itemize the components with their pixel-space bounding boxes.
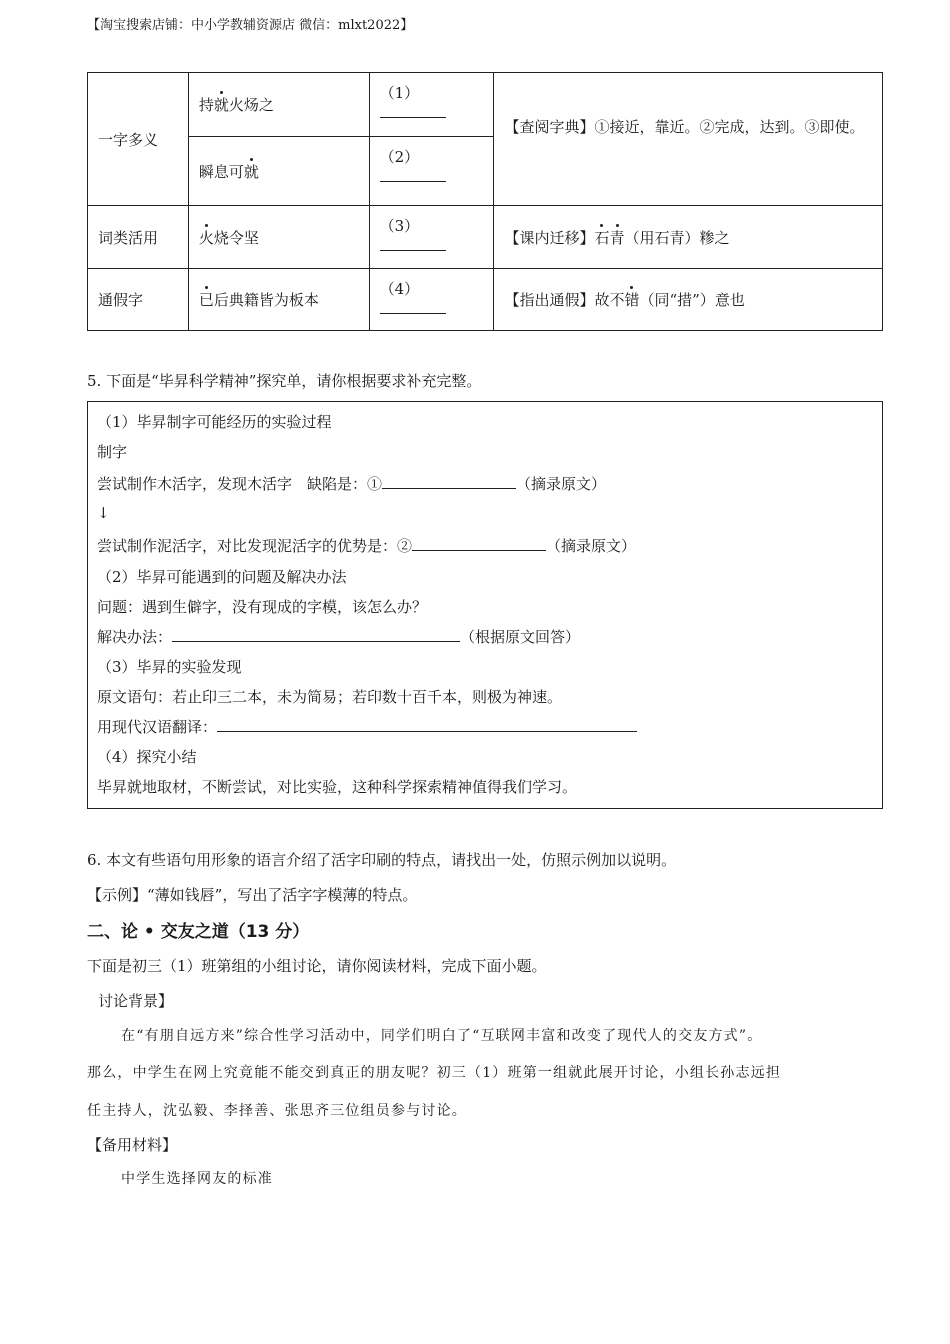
example-cell: 瞬息可就 bbox=[188, 137, 369, 206]
example-cell: 火烧令坚 bbox=[188, 206, 369, 269]
worksheet-line: 解决办法： （根据原文回答） bbox=[97, 628, 581, 646]
worksheet-line: 尝试制作泥活字，对比发现泥活字的优势是：② （摘录原文） bbox=[97, 537, 637, 555]
worksheet-line: 用现代汉语翻译： bbox=[97, 716, 637, 737]
answer-blank-4[interactable]: （4） bbox=[369, 269, 494, 331]
emphasis-dot-char: 已 bbox=[198, 291, 214, 309]
answer-blank[interactable] bbox=[412, 536, 546, 551]
category-cell: 词类活用 bbox=[88, 206, 189, 269]
answer-blank[interactable] bbox=[172, 627, 460, 642]
example-cell: 已后典籍皆为板本 bbox=[188, 269, 369, 331]
material-label: 【备用材料】 bbox=[87, 1136, 178, 1154]
worksheet-line: （3）毕昇的实验发现 bbox=[97, 658, 242, 676]
worksheet-line: 制字 bbox=[97, 443, 128, 461]
hint-cell: 【查阅字典】①接近，靠近。②完成，达到。③即使。 bbox=[494, 73, 883, 206]
emphasis-dot-char: 就 bbox=[243, 162, 259, 181]
hint-cell: 【课内迁移】石青（用石青）糁之 bbox=[494, 206, 883, 269]
question-6-text: 6. 本文有些语句用形象的语言介绍了活字印刷的特点，请找出一处，仿照示例加以说明。 bbox=[87, 851, 677, 869]
category-cell: 一字多义 bbox=[88, 73, 189, 206]
worksheet-line: 毕昇就地取材，不断尝试，对比实验，这种科学探索精神值得我们学习。 bbox=[97, 778, 578, 796]
vocabulary-table bbox=[87, 72, 883, 331]
answer-blank-2[interactable]: （2） bbox=[369, 137, 494, 206]
down-arrow-icon: ↓ bbox=[97, 504, 110, 522]
worksheet-line: 原文语句：若止印三二本，未为简易；若印数十百千本，则极为神速。 bbox=[97, 688, 563, 706]
worksheet-line: 尝试制作木活字，发现木活字 缺陷是：① （摘录原文） bbox=[97, 475, 607, 493]
material-title: 中学生选择网友的标准 bbox=[121, 1171, 273, 1187]
page-header: 【淘宝搜索店铺：中小学教辅资源店 微信：mlxt2022】 bbox=[87, 18, 414, 33]
question-6-example: 【示例】“薄如钱唇”，写出了活字字模薄的特点。 bbox=[87, 886, 418, 904]
background-paragraph: 那么，中学生在网上究竟能不能交到真正的朋友呢？初三（1）班第一组就此展开讨论，小组长孙志远担 bbox=[87, 1065, 782, 1081]
answer-blank[interactable] bbox=[382, 474, 516, 489]
inquiry-worksheet bbox=[87, 401, 883, 809]
hint-cell: 【指出通假】故不错（同“措”）意也 bbox=[494, 269, 883, 331]
background-paragraph: 任主持人，沈弘毅、李择善、张思齐三位组员参与讨论。 bbox=[87, 1103, 467, 1119]
section-2-heading: 二、论 • 交友之道（13 分） bbox=[87, 922, 310, 942]
answer-blank[interactable] bbox=[217, 717, 637, 732]
answer-blank-1[interactable]: （1） bbox=[369, 73, 494, 137]
worksheet-line: （2）毕昇可能遇到的问题及解决办法 bbox=[97, 568, 347, 586]
section-2-intro: 下面是初三（1）班第组的小组讨论，请你阅读材料，完成下面小题。 bbox=[87, 957, 547, 975]
worksheet-line: （1）毕昇制字可能经历的实验过程 bbox=[97, 413, 332, 431]
worksheet-line: （4）探究小结 bbox=[97, 748, 197, 766]
background-label: 讨论背景】 bbox=[98, 992, 174, 1010]
example-cell: 持就火炀之 bbox=[188, 73, 369, 137]
category-cell: 通假字 bbox=[88, 269, 189, 331]
emphasis-dot-char: 火 bbox=[198, 228, 214, 247]
emphasis-dot-char: 就 bbox=[213, 96, 229, 114]
background-paragraph: 在“有朋自远方来”综合性学习活动中，同学们明白了“互联网丰富和改变了现代人的交友方式”。 bbox=[121, 1028, 763, 1044]
worksheet-line: 问题：遇到生僻字，没有现成的字模，该怎么办？ bbox=[97, 598, 428, 616]
question-5-title: 5. 下面是“毕昇科学精神”探究单，请你根据要求补充完整。 bbox=[87, 372, 482, 390]
answer-blank-3[interactable]: （3） bbox=[369, 206, 494, 269]
